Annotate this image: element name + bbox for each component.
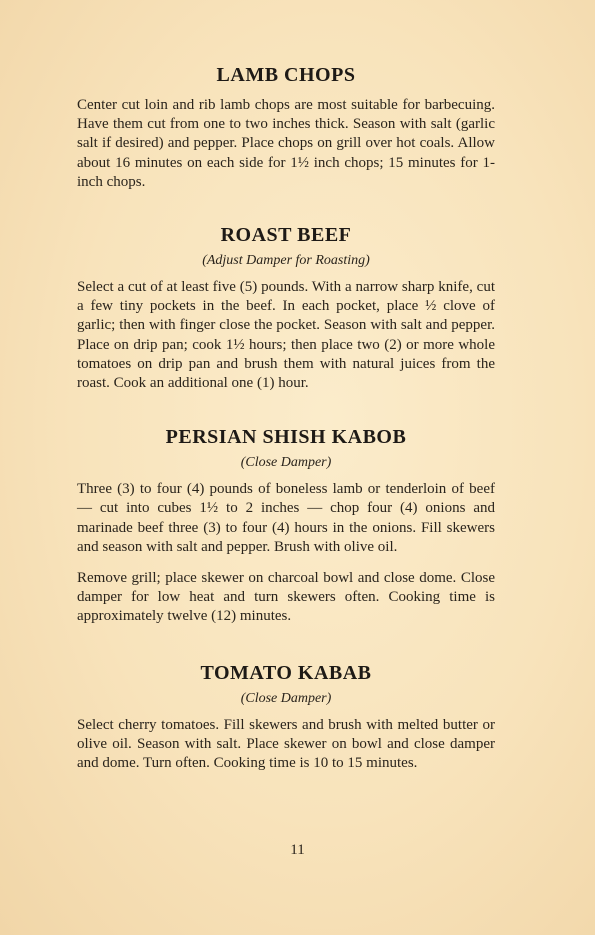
recipe-tomato-kabab (77, 660, 495, 774)
recipe-paragraph: Three (3) to four (4) pounds of boneless lamb or tenderloin of beef — cut into cubes 1½ to 2 inches — chop four (4) onions and marinade beef three (3) to four (4) hours in the onions. Fill skewers and season with salt and pepper. Brush with olive oil. (77, 481, 495, 555)
recipe-subtitle: (Close Damper) (240, 455, 332, 471)
recipe-roast-beef (77, 222, 495, 393)
recipe-paragraph: Remove grill; place skewer on charcoal bowl and close dome. Close damper for low heat and turn skewers often. Cooking time is approximately twelve (12) minutes. (77, 570, 495, 625)
recipe-persian-shish-kabob (77, 424, 495, 626)
cookbook-page (77, 62, 495, 773)
recipe-title: PERSIAN SHISH KABOB (165, 426, 407, 449)
recipe-title: TOMATO KABAB (200, 661, 372, 684)
recipe-subtitle: (Adjust Damper for Roasting) (202, 253, 370, 269)
recipe-subtitle: (Close Damper) (240, 690, 332, 706)
recipe-paragraph: Center cut loin and rib lamb chops are most suitable for barbecuing. Have them cut from one to two inches thick. Season with salt (garlic salt if desired) and pepper. Place chops on grill over hot coals. Allow about 16 minutes on each side for 1½ inch chops; 15 minutes for 1-inch chops. (77, 97, 495, 190)
page-number: 11 (290, 842, 305, 858)
recipe-title: LAMB CHOPS (216, 64, 356, 86)
recipe-paragraph: Select a cut of at least five (5) pounds. With a narrow sharp knife, cut a few tiny pockets in the beef. In each pocket, place ½ clove of garlic; then with finger close the pocket. Season with salt and pepper. Place on drip pan; cook 1½ hours; then place two (2) or more whole tomatoes on drip pan and brush them with natural juices from the roast. Cook an additional one (1) hour. (77, 279, 495, 392)
recipe-title: ROAST BEEF (220, 224, 352, 247)
recipe-paragraph: Select cherry tomatoes. Fill skewers and brush with melted butter or olive oil. Season with salt. Place skewer on bowl and close damper and dome. Turn often. Cooking time is 10 to 15 minutes. (77, 716, 495, 772)
recipe-lamb-chops (77, 62, 495, 192)
